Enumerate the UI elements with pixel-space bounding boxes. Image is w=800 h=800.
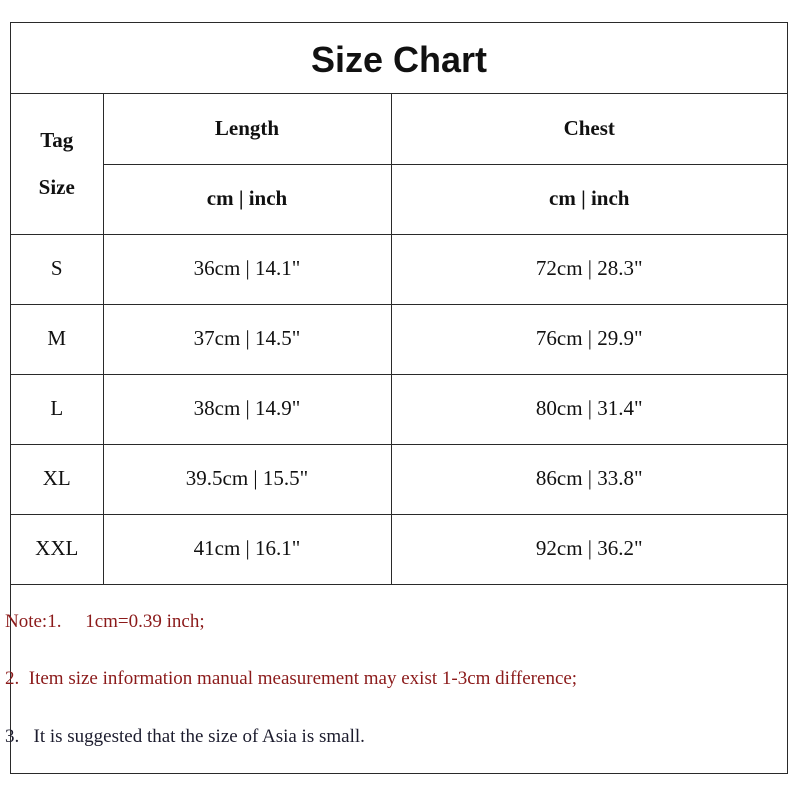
- size-cell: M: [11, 304, 103, 374]
- chest-cell: 76cm | 29.9": [391, 304, 787, 374]
- length-cell: 41cm | 16.1": [103, 514, 391, 584]
- chest-units-header: cm | inch: [391, 164, 787, 234]
- length-cell: 37cm | 14.5": [103, 304, 391, 374]
- table-row: [11, 444, 787, 514]
- table-row: [11, 374, 787, 444]
- length-cell: 39.5cm | 15.5": [103, 444, 391, 514]
- note-1: Note:1. 1cm=0.39 inch;: [5, 611, 205, 632]
- note-3: 3. It is suggested that the size of Asia is small.: [5, 726, 365, 747]
- size-cell: L: [11, 374, 103, 444]
- chest-header: Chest: [391, 94, 787, 164]
- tag-size-header-line2: Size: [38, 174, 75, 199]
- tag-size-header: [11, 94, 103, 234]
- chest-cell: 86cm | 33.8": [391, 444, 787, 514]
- size-cell: XL: [11, 444, 103, 514]
- size-chart: [10, 22, 788, 774]
- length-units-header: cm | inch: [103, 164, 391, 234]
- table-row: [11, 304, 787, 374]
- size-table: [11, 94, 787, 585]
- tag-size-header-line1: Tag: [40, 127, 74, 152]
- size-cell: S: [11, 234, 103, 304]
- table-row: [11, 234, 787, 304]
- chest-cell: 72cm | 28.3": [391, 234, 787, 304]
- length-header: Length: [103, 94, 391, 164]
- chest-cell: 80cm | 31.4": [391, 374, 787, 444]
- note-2: 2. Item size information manual measurement may exist 1-3cm difference;: [5, 668, 578, 689]
- size-cell: XXL: [11, 514, 103, 584]
- chart-title: Size Chart: [11, 23, 787, 94]
- chest-cell: 92cm | 36.2": [391, 514, 787, 584]
- header-row: [11, 94, 787, 164]
- table-row: [11, 514, 787, 584]
- length-cell: 38cm | 14.9": [103, 374, 391, 444]
- units-row: [11, 164, 787, 234]
- length-cell: 36cm | 14.1": [103, 234, 391, 304]
